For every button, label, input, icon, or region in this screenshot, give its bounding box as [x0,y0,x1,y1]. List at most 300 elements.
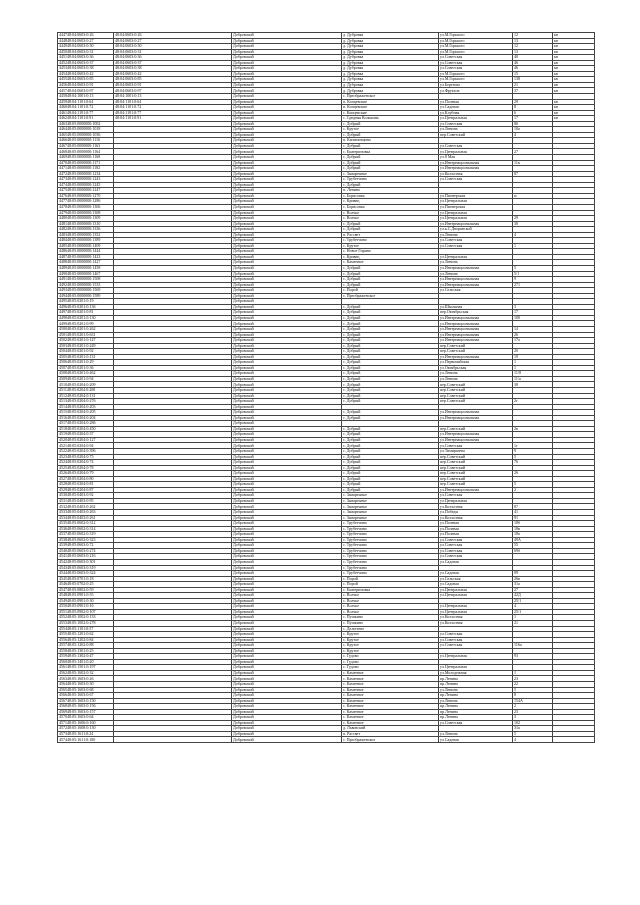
cell-street: ул.Ленина [439,271,513,277]
row-number: 4477 [59,198,67,204]
cell-house: 4 [513,737,553,743]
cell-settlement: с. Добрый [342,426,439,432]
cell-street: пер.Советский [439,343,513,349]
cadastral-number: 48:05:0204:0:450 [67,426,96,431]
row-number: 4479 [59,210,67,215]
cell-house: 26 [513,471,553,477]
row-number: 4518 [59,426,67,431]
cell-settlement: с. Добрый [342,166,439,172]
cell-street: ул.Полевая [439,99,513,105]
cadastral-number: 48:05:0602:0:323 [67,537,96,542]
cadastral-number: 48:05:1002:0:133 [67,614,96,620]
cadastral-number: 48:05:0000000:1309 [67,215,101,221]
cell-street: ул.Колхозная [439,504,513,510]
cell-district: Добровский [232,693,342,699]
cell-old-number: 48:04:0603:0:26 [114,33,232,39]
cadastral-number: 48:05:0201:0:99 [67,320,94,326]
cadastral-number: 48:05:1002:0:278 [67,620,96,626]
cell-street: ул.Садовая [439,105,513,111]
cell-district: Добровский [232,482,342,488]
cell-district: Добровский [232,282,342,288]
cadastral-number: 48:05:0901:0:16 [67,603,94,609]
cell-apartment-type: кв [553,60,595,66]
cell-settlement: с. Добрый [342,354,439,360]
cadastral-number: 48:05:1201:0:62 [67,631,94,637]
cadastral-number: 48:05:1603:0:67 [67,692,94,698]
cadastral-number: 48:05:1606:0:160 [67,720,96,725]
row-number: 4498 [59,315,67,320]
row-number: 4508 [59,370,67,376]
cell-settlement: с. Каменное [342,687,439,693]
row-number: 4516 [59,415,67,420]
row-number: 4459 [59,99,67,104]
cell-settlement: с. Трубетчино [342,238,439,244]
cell-street: ул.Интернациональная [439,332,513,338]
cell-street: ул.Сельская [439,576,513,582]
cell-house: 4 [513,604,553,610]
cell-house: 12 [513,44,553,50]
cell-house: 86 [513,121,553,127]
cell-house: 2 [513,704,553,710]
cell-settlement: с. Добрый [342,476,439,482]
cadastral-number: 48:05:0901:0:55 [67,592,94,598]
cadastral-number: 48:05:0000000:1389 [67,237,101,243]
cell-settlement: с. Добрый [342,343,439,349]
cadastral-number: 48:05:0201:0:130 [67,315,96,320]
cadastral-number: 48:05:0000000:1116 [67,137,101,143]
cell-settlement: с. Замартынье [342,515,439,521]
cell-street: ул.Советская [439,632,513,638]
cadastral-number: 48:04:0603:0:91 [67,82,94,87]
cell-street: ул.Советская [439,637,513,643]
cadastral-number: 48:05:0000000:1002 [67,121,101,126]
cell-street: ул.Центральная [439,254,513,260]
cell-settlement: с. Добрый [342,304,439,310]
cell-house: 18в [513,526,553,532]
cell-district: Добровский [232,626,342,632]
cell-old-number: 48:04:0603:0:91 [114,82,232,88]
row-number: 4553 [59,620,67,626]
cell-house: 271 [513,282,553,288]
cell-old-number [114,737,232,743]
row-number: 4557 [59,642,67,648]
cadastral-number: 48:05:0403:0:92 [67,492,94,498]
row-number: 4531 [59,498,67,503]
cadastral-number: 48:05:0702:0:25 [67,581,94,587]
cell-house: 76 [513,460,553,466]
cell-settlement: с. Добрый [342,349,439,355]
cell-district: Добровский [232,504,342,510]
cell-district: Добровский [232,55,342,61]
cell-settlement: с. Трубетчино [342,571,439,577]
row-number: 4545 [59,576,67,581]
cell-settlement: с. Волчье [342,216,439,222]
cell-settlement: с. Добрый [342,376,439,382]
row-number: 4483 [59,232,67,237]
cell-street: ул.Полевая [439,532,513,538]
row-number: 4524 [59,459,67,465]
cell-apartment-type: кв [553,116,595,122]
cadastral-number: 48:05:0603:0:324 [67,570,96,576]
row-number: 4546 [59,581,67,587]
cell-settlement: с. Добрый [342,371,439,377]
cadastral-number: 48:05:0204:0:80 [67,476,94,481]
cell-house: 11/8 [513,371,553,377]
cell-district: Добровский [232,609,342,615]
cell-house: 46 [513,66,553,72]
cell-street: ул.Интернациональная [439,410,513,416]
cell-settlement: с. Добрый [342,182,439,188]
cell-district: Добровский [232,44,342,50]
cell-settlement: с. Каменное [342,720,439,726]
cadastral-number: 48:05:0201:0:29 [67,359,94,365]
cell-old-number: 48:04:0603:0:27 [114,38,232,44]
cell-district: Добровский [232,432,342,438]
cell-street: ул.Центральная [439,199,513,205]
cell-street: пер.Советский [439,460,513,466]
cell-street: ул.Советская [439,493,513,499]
row-number: 4486 [59,248,67,254]
cell-district: Добровский [232,299,342,305]
cell-settlement: с. Копцевские [342,110,439,116]
cell-house: 18б [513,521,553,527]
cadastral-number: 48:05:0000000:1569 [67,287,101,293]
cell-district: Добровский [232,615,342,621]
cell-house: 27 [513,587,553,593]
cadastral-number: 48:05:0000000:1182 [67,165,101,171]
row-number: 4462 [59,115,67,121]
cell-house: 8 [513,693,553,699]
row-number: 4520 [59,437,67,442]
cell-house: 138 [513,77,553,83]
cell-house: 25/1 [513,598,553,604]
cadastral-number: 48:05:0603:0:216 [67,553,96,559]
row-number: 4499 [59,320,67,326]
cadastral-number: 48:05:0204:0:127 [67,437,96,442]
row-number: 4455 [59,76,67,82]
cell-old-number: 48:04:0603:0:37 [114,60,232,66]
register-table-sheet [57,32,594,743]
cell-district: Добровский [232,709,342,715]
cell-street: ул.Интернациональная [439,160,513,166]
cell-district: Добровский [232,365,342,371]
cell-street: пер.Советский [439,388,513,394]
cell-district: Добровский [232,410,342,416]
cell-house: 29 [513,99,553,105]
cell-settlement: с. Каменное [342,681,439,687]
cell-district: Добровский [232,265,342,271]
cell-street: ул.Советская [439,537,513,543]
cell-old-number: 48:04:0603:0:31 [114,49,232,55]
cadastral-number: 48:05:0000000:1308 [67,210,101,215]
cell-district: Добровский [232,49,342,55]
cell-street: ул.Интернациональная [439,265,513,271]
cadastral-number: 48:05:1611:0:24 [67,731,94,736]
cell-street: ул.Интернациональная [439,338,513,344]
row-number: 4464 [59,126,67,132]
cell-district: Добровский [232,354,342,360]
cell-settlement: с. Каменное [342,715,439,721]
row-number: 4550 [59,603,67,609]
cell-street: пер.Советский [439,349,513,355]
cell-house: 27 [513,149,553,155]
cadastral-number: 48:05:0000000:1163 [67,143,101,148]
cell-street: ул.8 Мая [439,155,513,161]
cell-district: Добровский [232,232,342,238]
cell-house: 3 [513,304,553,310]
cadastral-number: 48:05:0000000:1533 [67,282,101,287]
cell-house: 5 [513,265,553,271]
cell-street: ул.Первомайская [439,360,513,366]
cell-street: ул.Интернациональная [439,321,513,327]
cell-street: ул.Центральная [439,609,513,615]
cell-street: ул.Советская [439,66,513,72]
cell-street: ул.Советская [439,121,513,127]
cell-district: Добровский [232,188,342,194]
cell-district: Добровский [232,288,342,294]
cell-house: 55 [513,543,553,549]
cell-district: Добровский [232,138,342,144]
cell-settlement: с. Пушкино [342,620,439,626]
cell-district: Добровский [232,598,342,604]
cell-settlement: с. Замартынье [342,498,439,504]
cell-settlement: с. Добрый [342,460,439,466]
row-number: 4456 [59,82,67,87]
cell-house: 87 [513,171,553,177]
row-number: 4457 [59,87,67,93]
cell-settlement: с. Добрый [342,382,439,388]
cell-house: 25/1 [513,609,553,615]
cadastral-number: 48:05:0204:0:205 [67,409,96,415]
row-number: 4547 [59,587,67,592]
cell-settlement: с. Трубетчино [342,177,439,183]
row-number: 4488 [59,259,67,265]
cell-street: ул.Центральная [439,604,513,610]
cadastral-number: 48:05:1101:0:57 [67,626,94,631]
cell-district: Добровский [232,465,342,471]
cell-street: ул.Школьная [439,304,513,310]
cell-settlement: с. Каменное [342,704,439,710]
row-number: 4517 [59,420,67,426]
row-number: 4458 [59,93,67,99]
cell-settlement: с. Добрый [342,454,439,460]
cell-settlement: с. Новое Гирино [342,249,439,255]
cell-street: ул.Советская [439,238,513,244]
row-number: 4540 [59,548,67,553]
cell-street: пр.Ленина [439,715,513,721]
cell-old-number: 48:04:0603:0:85 [114,77,232,83]
cell-settlement: с. Добрый [342,121,439,127]
cadastral-number: 48:04:0603:0:37 [67,60,94,65]
cell-district: Добровский [232,121,342,127]
cell-district: Добровский [232,204,342,210]
row-number: 4501 [59,332,67,337]
cell-street: ул.М.Горького [439,38,513,44]
cell-district: Добровский [232,326,342,332]
cell-settlement: п. Копцевские [342,99,439,105]
cell-house: 69б [513,548,553,554]
cell-district: Добровский [232,277,342,283]
cadastral-number: 48:05:1603:0:157 [67,709,96,714]
cell-settlement: д. Дубровка [342,66,439,72]
cell-settlement: с. Волчье [342,604,439,610]
cadastral-number: 48:05:0000000:1018 [67,126,101,132]
cell-district: Добровский [232,720,342,726]
cell-settlement: д. Дубровка [342,38,439,44]
cell-house: 11/а [513,376,553,382]
cell-district: Добровский [232,454,342,460]
cadastral-number: 48:05:0000000:1234 [67,171,101,176]
cell-settlement: с. Добрый [342,143,439,149]
cell-settlement: с. Трубетчино [342,559,439,565]
cell-district: Добровский [232,604,342,610]
cell-street: пер.Советский [439,454,513,460]
cell-district: Добровский [232,532,342,538]
cell-district: Добровский [232,315,342,321]
cadastral-number: 48:05:0000000:1036 [67,132,101,137]
cell-house: 30 [513,221,553,227]
cadastral-number: 48:05:0602:0:312 [67,520,96,526]
cadastral-number: 48:05:1603:0:150 [67,698,96,703]
cadastral-number: 48:04:0603:0:27 [67,38,94,43]
cell-district: Добровский [232,94,342,100]
cadastral-number: 48:05:0000000:1286 [67,198,101,204]
row-number: 4467 [59,143,67,148]
cell-district: Добровский [232,71,342,77]
cadastral-number: 48:05:0201:0:147 [67,337,96,343]
row-number: 4510 [59,381,67,387]
cadastral-number: 48:05:0000000:1458 [67,265,101,271]
cell-settlement: с. Трубетчино [342,543,439,549]
cell-house: 13 [513,38,553,44]
cadastral-number: 48:05:0201:0:249 [67,343,96,348]
cell-street: ул.Советская [439,720,513,726]
cell-street: ул.Березова [439,82,513,88]
cadastral-number: 48:05:0201:0:131 [67,354,96,359]
row-number: 4502 [59,337,67,343]
cell-settlement: д. Дубровка [342,82,439,88]
cell-street: пер.Октябрьская [439,310,513,316]
cell-district: Добровский [232,704,342,710]
cell-district: Добровский [232,182,342,188]
cell-old-number: 48:04:0603:0:38 [114,66,232,72]
row-number: 4568 [59,703,67,709]
cell-district: Добровский [232,665,342,671]
cell-district: Добровский [232,537,342,543]
cell-old-number: 48:04:0603:0:42 [114,71,232,77]
cadastral-number: 48:04:1101:0:72 [67,104,94,110]
cell-settlement: с. Крутое [342,648,439,654]
cell-settlement: с. Крутое [342,632,439,638]
cell-street: ул.Садовая [439,559,513,565]
cell-street: ул.Октябрьская [439,365,513,371]
cell-district: Добровский [232,143,342,149]
cadastral-number: 48:05:0204:0:396 [67,448,96,454]
cell-district: Добровский [232,199,342,205]
row-number: 4539 [59,542,67,548]
cell-district: Добровский [232,726,342,732]
cell-settlement: с. Борисовка [342,193,439,199]
cell-district: Добровский [232,576,342,582]
cadastral-number: 48:05:0000000:1243 [67,176,101,182]
cell-settlement: с. Средняя Колыкань [342,116,439,122]
row-number: 4505 [59,354,67,359]
cell-settlement: с. Каменное [342,676,439,682]
cell-house: 8 [513,105,553,111]
cell-street: пер.Советский [439,471,513,477]
cell-street: ул.М.Горького [439,71,513,77]
cell-settlement: с. Добрый [342,221,439,227]
cadastral-number: 48:05:0000000:1306 [67,204,101,210]
cell-district: Добровский [232,349,342,355]
cell-settlement: с. Замартынье [342,510,439,516]
cell-settlement: с. Крутое [342,643,439,649]
cell-house: 154А [513,698,553,704]
row-number: 4471 [59,165,67,171]
cell-district: Добровский [232,443,342,449]
cell-district: Добровский [232,559,342,565]
cell-district: Добровский [232,304,342,310]
cell-settlement: с. Добрый [342,465,439,471]
cell-house: 42Д [513,593,553,599]
row-number: 4448 [59,38,67,43]
cell-district: Добровский [232,33,342,39]
cell-street: ул.Советская [439,643,513,649]
cell-street: ул.Интернациональная [439,487,513,493]
cell-district: Добровский [232,632,342,638]
cell-apartment-type: кв [553,77,595,83]
row-number: 4469 [59,154,67,160]
cell-settlement: с. Трубетчино [342,548,439,554]
cell-district: Добровский [232,382,342,388]
cell-street: пер.Советский [439,399,513,405]
cell-settlement: с. Крутое [342,637,439,643]
row-number: 4474 [59,182,67,187]
cadastral-number: 48:05:0204:0:87 [67,487,94,492]
row-number: 4490 [59,271,67,276]
cell-apartment-type: кв [553,44,595,50]
cell-street: пр.Ленина [439,709,513,715]
row-number: 4475 [59,187,67,193]
cadastral-number: 48:05:1603:0:156 [67,703,96,709]
cadastral-number: 48:05:1302:0:47 [67,653,94,659]
cell-apartment-type: кв [553,82,595,88]
cell-district: Добровский [232,681,342,687]
cell-settlement: д. Дубровка [342,33,439,39]
cadastral-number: 48:05:0000000:1247 [67,187,101,193]
row-number: 4470 [59,160,67,165]
cell-settlement: д. Дубровка [342,49,439,55]
cell-district: Добровский [232,498,342,504]
cadastral-number: 48:05:0201:0:92 [67,348,94,354]
cadastral-number: 48:05:0000000:1164 [67,148,101,154]
cadastral-number: 48:05:0403:0:261 [67,515,96,520]
row-number: 4560 [59,659,67,664]
cell-settlement: с. Добрый [342,360,439,366]
cell-street: ул.Пионерская [439,193,513,199]
cadastral-number: 48:05:0000000:1310 [67,221,101,226]
cadastral-number: 48:05:0204:0:276 [67,398,96,404]
cell-district: Добровский [232,171,342,177]
cell-settlement: с. Преображенское [342,293,439,299]
cadastral-number: 48:05:0201:0:94 [67,376,94,381]
cell-street: ул.Тимирязева [439,449,513,455]
cell-house: 100 [513,315,553,321]
cell-district: Добровский [232,582,342,588]
row-number: 4473 [59,176,67,182]
cell-district: Добровский [232,310,342,316]
cell-settlement: с. Добрый [342,388,439,394]
